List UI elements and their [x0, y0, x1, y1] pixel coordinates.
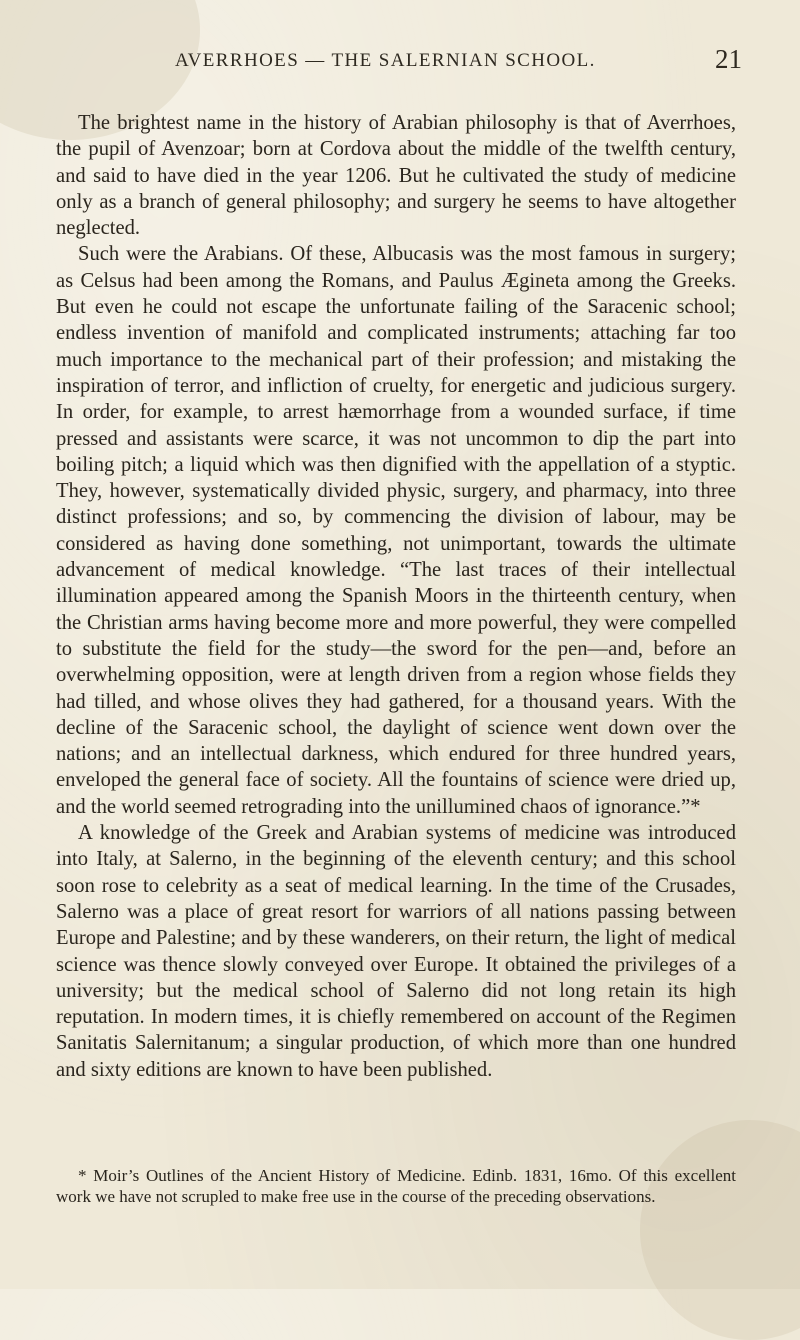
page-number: 21: [715, 44, 742, 74]
paragraph: The brightest name in the history of Arabian philosophy is that of Averrhoes, the pupil of Avenzoar; born at Cordova about the middle of the twelfth century, and said to have died in the year 1206. But he cultivated the study of medicine only as a branch of general philosophy; and surgery he seems to have altogether neglected.: [56, 112, 736, 240]
running-title: AVERRHOES — THE SALERNIAN SCHOOL.: [175, 50, 596, 71]
footnote-text: * Moir’s Outlines of the Ancient History of Medicine. Edinb. 1831, 16mo. Of this excellent work we have not scrupled to make free use in the course of the preceding observations.: [56, 1166, 736, 1206]
footnote: [56, 1165, 736, 1207]
paragraph: Such were the Arabians. Of these, Albucasis was the most famous in surgery; as Celsus had been among the Romans, and Paulus Ægineta among the Greeks. But even he could not escape the unfortunate failing of the Saracenic school; endless invention of manifold and complicated instruments; attaching far too much importance to the mechanical part of their profession; and mistaking the inspiration of terror, and infliction of cruelty, for energetic and judicious surgery. In order, for example, to arrest hæmorrhage from a wounded surface, if time pressed and assistants were scarce, it was not uncommon to dip the part into boiling pitch; a liquid which was then dignified with the appellation of a styptic. They, however, systematically divided physic, surgery, and pharmacy, into three distinct professions; and so, by commencing the division of labour, may be considered as having done something, not unimportant, towards the ultimate advancement of medical knowledge. “The last traces of their intellectual illumination appeared among the Spanish Moors in the thirteenth century, when the Christian arms having become more and more powerful, they were compelled to substitute the field for the study—the sword for the pen—and, before an overwhelming opposition, were at length driven from a region whose fields they had tilled, and whose olives they had gathered, for a thousand years. With the decline of the Saracenic school, the daylight of science went down over the nations; and an intellectual darkness, which endured for three hundred years, enveloped the general face of society. All the fountains of science were dried up, and the world seemed retrograding into the unillumined chaos of ignorance.”*: [56, 243, 736, 818]
body-text: [56, 110, 736, 1083]
paragraph: A knowledge of the Greek and Arabian systems of medicine was introduced into Italy, at Salerno, in the beginning of the eleventh century; and this school soon rose to celebrity as a seat of medical learning. In the time of the Crusades, Salerno was a place of great resort for warriors of all nations passing between Europe and Palestine; and by these wanderers, on their return, the light of medical science was thence slowly conveyed over Europe. It obtained the privileges of a university; but the medical school of Salerno did not long retain its high reputation. In modern times, it is chiefly remembered on account of the Regimen Sanitatis Salernitanum; a singular production, of which more than one hundred and sixty editions are known to have been published.: [56, 822, 736, 1081]
paper-stain: [640, 1120, 800, 1340]
